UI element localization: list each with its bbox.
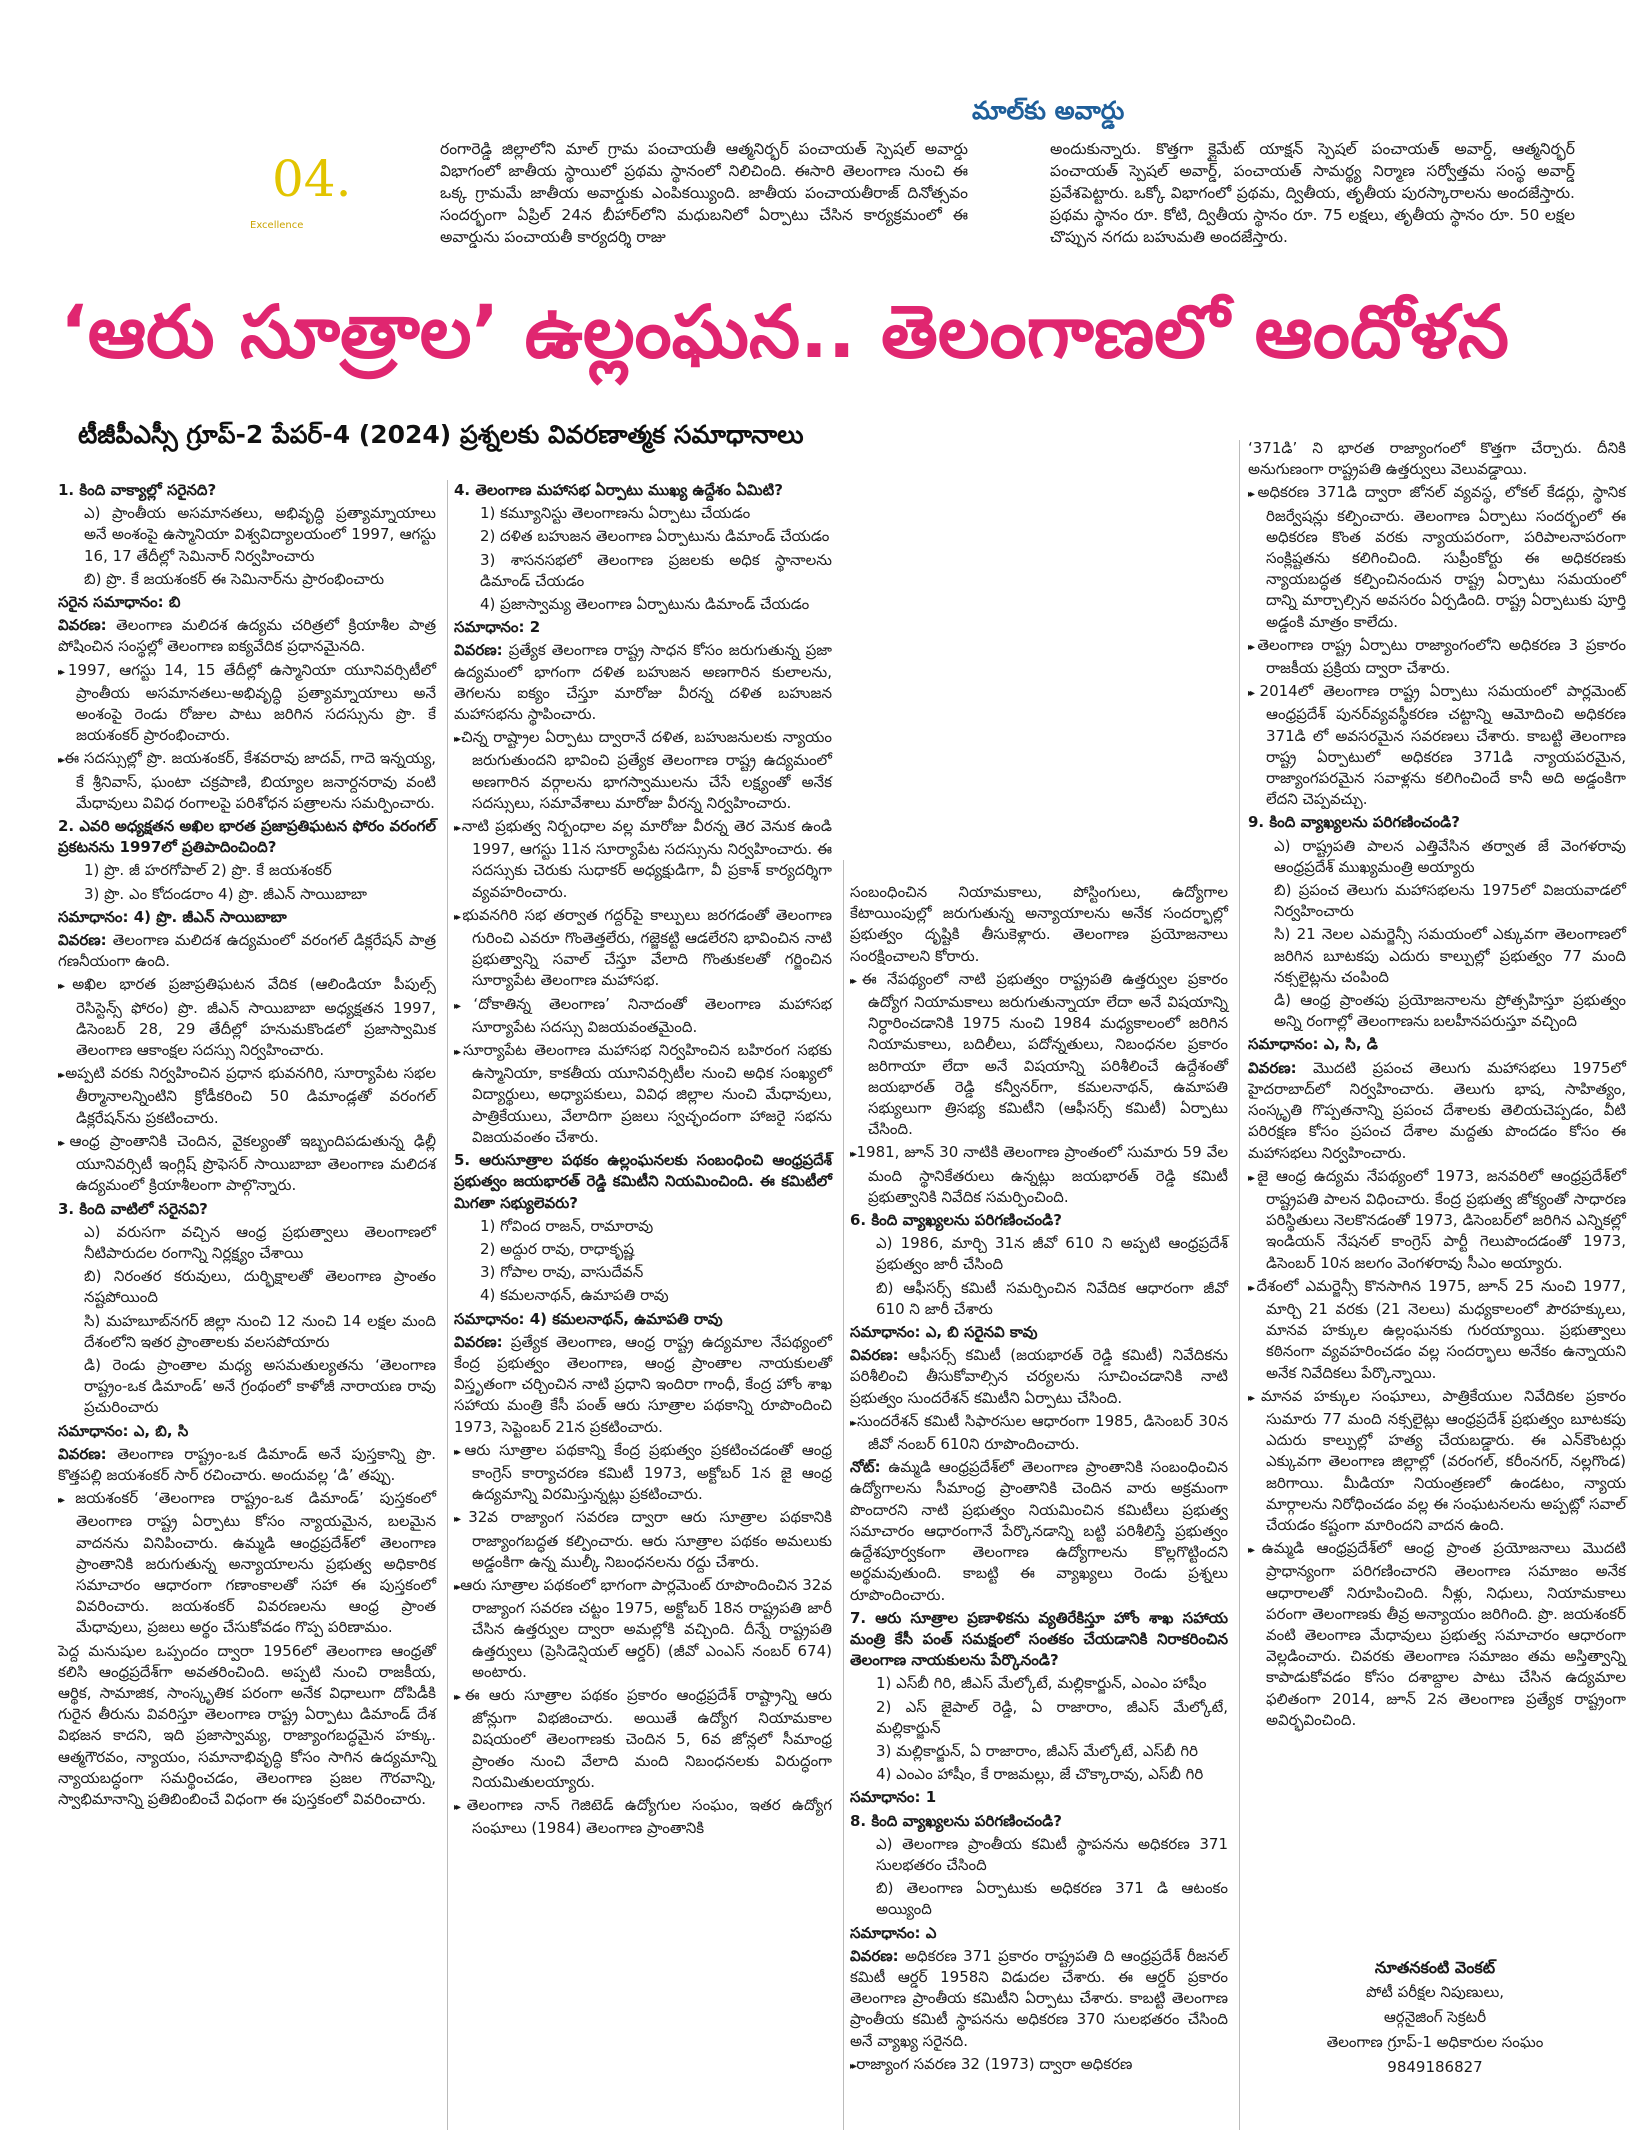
option: డి) రెండు ప్రాంతాల మధ్య అసమతుల్యతను ‘తెలంగాణ రాష్ట్రం-ఒక డిమాండ్’ అనే గ్రంథంలో కాళోజీ నారాయణ రావు ప్రచురించారు xyxy=(84,1355,436,1417)
option: 4) కమలనాథన్, ఉమాపతి రావు xyxy=(480,1286,669,1305)
answer: సమాధానం: ఎ, బి సరైనవి కావు xyxy=(850,1323,1038,1342)
bullet-point: ▸▸ భువనగిరి సభ తర్వాత గద్దర్‌పై కాల్పులు జరగడంతో తెలంగాణ గురించి ఎవరూ గొంతెత్తలేరు, గజ్జెకట్టి ఆడలేరని భావించిన నాటి ప్రభుత్వాన్ని సవాల్ చేస్తూ వేలాది గొంతుకలతో గర్జించిన సూర్యాపేట తెలంగాణ మహాసభ. xyxy=(454,905,832,992)
option: బి) ఆఫీసర్స్ కమిటీ సమర్పించిన నివేదిక ఆధారంగా జీవో 610 ని జారీ చేశారు xyxy=(876,1278,1228,1318)
option: 3) గోపాల రావు, వాసుదేవన్ xyxy=(480,1263,644,1282)
column-divider xyxy=(1239,440,1240,2130)
explanation-text: ప్రత్యేక తెలంగాణ రాష్ట్ర సాధన కోసం జరుగుతున్న ప్రజా ఉద్యమంలో భాగంగా దళిత బహుజన అణగారిన కులాలను, తెగలను ఐక్యం చేస్తూ మారోజు వీరన్న దళిత బహుజన మహాసభను స్థాపించారు. xyxy=(454,641,832,724)
explanation-label: వివరణ: xyxy=(1248,1058,1297,1077)
answer: సమాధానం: ఎ, సి, డి xyxy=(1248,1035,1378,1054)
option: సి) 21 నెలల ఎమర్జెన్సీ సమయంలో ఎక్కువగా తెలంగాణలో జరిగిన బూటకపు ఎదురు కాల్పుల్లో ప్రభుత్వం 77 మంది నక్సలైట్లను చంపింది xyxy=(1274,925,1626,986)
brand-label: Excellence xyxy=(250,220,304,231)
intro-left xyxy=(440,138,968,248)
bullet-point: ▸▸ చిన్న రాష్ట్రాల ఏర్పాటు ద్వారానే దళిత, బహుజనులకు న్యాయం జరుగుతుందని భావించి ప్రత్యేక తెలంగాణ రాష్ట్ర ఉద్యమంలో అణగారిన వర్గాలను భాగస్వాములను చేసే లక్ష్యంతో అనేక సదస్సులు, సమావేశాలు మారోజు వీరన్న నిర్వహించారు. xyxy=(454,727,832,814)
explanation-paragraph xyxy=(850,1345,1228,1409)
answer: సమాధానం: 1 xyxy=(850,1788,937,1807)
bullet-point: ▸▸ సూర్యాపేట తెలంగాణ మహాసభ నిర్వహించిన బహిరంగ సభకు ఉస్మానియా, కాకతీయ యూనివర్సిటీల నుంచి అధిక సంఖ్యలో విద్యార్థులు, అధ్యాపకులు, వివిధ జిల్లాల నుంచి మేధావులు, పాత్రికేయులు, వేలాదిగా ప్రజలు స్వచ్ఛందంగా హాజరై సభను విజయవంతం చేశారు. xyxy=(454,1040,832,1148)
explanation-text: ప్రత్యేక తెలంగాణ, ఆంధ్ర రాష్ట్ర ఉద్యమాల నేపథ్యంలో కేంద్ర ప్రభుత్వం తెలంగాణ, ఆంధ్ర ప్రాంతాల నాయకులతో విస్తృతంగా చర్చించిన నాటి ప్రధాని ఇందిరా గాంధీ, కేంద్ర హోం శాఖ సహాయ మంత్రి కేసీ పంత్ ఆరు సూత్రాల పథకాన్ని రూపొందించి 1973, సెప్టెంబర్ 21న ప్రకటించారు. xyxy=(454,1332,832,1436)
option: 2) దళిత బహుజన తెలంగాణ ఏర్పాటును డిమాండ్ చేయడం xyxy=(480,527,830,546)
bullet-point: ▸▸ రాజ్యాంగ సవరణ 32 (1973) ద్వారా అధికరణ xyxy=(850,2054,1228,2077)
page-number: 04. xyxy=(272,150,352,208)
explanation-paragraph xyxy=(58,930,436,972)
explanation-text: అధికరణ 371 ప్రకారం రాష్ట్రపతి ది ఆంధ్రప్రదేశ్ రీజనల్ కమిటీ ఆర్డర్ 1958ని విడుదల చేశారు. ఈ ఆర్డర్ ప్రకారం తెలంగాణ ప్రాంతీయ కమిటీని ఏర్పాటు చేశారు. కాబట్టి తెలంగాణ ప్రాంతీయ కమిటీ స్థాపనను అధికరణ 370 సులభతరం చేసింది అనే వ్యాఖ్య సరైనది. xyxy=(850,1946,1228,2050)
explanation-paragraph xyxy=(1248,1058,1626,1164)
explanation-label: వివరణ: xyxy=(850,1346,899,1365)
option: సి) మహబూబ్‌నగర్ జిల్లా నుంచి 12 నుంచి 14 లక్షల మంది దేశంలోని ఇతర ప్రాంతాలకు వలసపోయారు xyxy=(84,1311,436,1351)
answer: సమాధానం: ఎ, బి, సి xyxy=(58,1421,189,1440)
question: 3. కింది వాటిలో సరైనవి? xyxy=(58,1199,208,1218)
answer: సమాధానం: ఎ xyxy=(850,1923,937,1942)
bullet-point: ▸▸ జయశంకర్ ‘తెలంగాణ రాష్ట్రం-ఒక డిమాండ్’ పుస్తకంలో తెలంగాణ రాష్ట్ర ఏర్పాటు కోసం న్యాయమైన, బలమైన వాదనను వినిపించారు. ఉమ్మడి ఆంధ్రప్రదేశ్‌లో తెలంగాణ ప్రాంతానికి జరుగుతున్న అన్యాయాలను ప్రభుత్వ అధికారిక సమాచారం ఆధారంగా గణాంకాలతో సహా ఈ పుస్తకంలో వివరించారు. జయశంకర్ వివరణలను ఆంధ్ర ప్రాంత మేధావులు, ప్రజలు అర్థం చేసుకోవడం గొప్ప పరిణామం. xyxy=(58,1488,436,1638)
option: 4) ప్రజాస్వామ్య తెలంగాణ ఏర్పాటును డిమాండ్ చేయడం xyxy=(480,595,810,614)
explanation-label: వివరణ: xyxy=(850,1946,899,1965)
intro-right-text: అందుకున్నారు. కొత్తగా క్లైమేట్ యాక్షన్ స్పెషల్ పంచాయత్ అవార్డ్, ఆత్మనిర్భర్ పంచాయత్ స్పెషల్ అవార్డ్, పంచాయత్ సామర్థ్య నిర్మాణ సర్వోత్తమ సంస్థ అవార్డ్ ప్రవేశపెట్టారు. ఒక్కో విభాగంలో ప్రథమ, ద్వితీయ, తృతీయ పురస్కారాలను అందజేస్తారు. ప్రథమ స్థానం రూ. కోటి, ద్వితీయ స్థానం రూ. 75 లక్షలు, తృతీయ స్థానం రూ. 50 లక్షల చొప్పున నగదు బహుమతి అందజేస్తారు. xyxy=(1050,140,1575,246)
bullet-point: ▸▸ ఆరు సూత్రాల పథకాన్ని కేంద్ర ప్రభుత్వం ప్రకటించడంతో ఆంధ్ర కాంగ్రెస్ కార్యాచరణ కమిటీ 1973, అక్టోబర్ 1న జై ఆంధ్ర ఉద్యమాన్ని విరమిస్తున్నట్లు ప్రకటించారు. xyxy=(454,1440,832,1506)
option: బి) ప్రపంచ తెలుగు మహాసభలను 1975లో విజయవాడలో నిర్వహించారు xyxy=(1274,881,1626,921)
explanation-label: నోట్: xyxy=(850,1458,881,1477)
explanation-paragraph xyxy=(850,1457,1228,1605)
question: 7. ఆరు సూత్రాల ప్రణాళికను వ్యతిరేకిస్తూ హోం శాఖ సహాయ మంత్రి కేసీ పంత్ సమక్షంలో సంతకం చేయడానికి నిరాకరించిన తెలంగాణ నాయకులను పేర్కొనండి? xyxy=(850,1608,1228,1670)
bullet-point: ▸▸ 1981, జూన్ 30 నాటికి తెలంగాణ ప్రాంతంలో సుమారు 59 వేల మంది స్థానికేతరులు ఉన్నట్లు జయభారత్ రెడ్డి కమిటీ ప్రభుత్వానికి నివేదిక సమర్పించింది. xyxy=(850,1142,1228,1208)
explanation-paragraph xyxy=(58,615,436,657)
author-line-2: ఆర్గనైజింగ్ సెక్రటరీ xyxy=(1383,2008,1487,2026)
answer: సమాధానం: 2 xyxy=(454,618,541,637)
question: 5. ఆరుసూత్రాల పథకం ఉల్లంఘనలకు సంబంధించి ఆంధ్రప్రదేశ్ ప్రభుత్వం జయభారత్ రెడ్డి కమిటీని నియమించింది. ఈ కమిటీలో మిగతా సభ్యులెవరు? xyxy=(454,1151,832,1212)
bullet-point: ▸▸ నాటి ప్రభుత్వ నిర్బంధాల వల్ల మారోజు వీరన్న తెర వెనుక ఉండి 1997, ఆగస్టు 11న సూర్యాపేట సదస్సును నిర్వహించారు. ఈ సదస్సుకు చెరుకు సుధాకర్ అధ్యక్షుడిగా, వీ ప్రకాశ్ కార్యదర్శిగా వ్యవహరించారు. xyxy=(454,816,832,903)
column-1 xyxy=(58,480,436,1812)
option: 3) శాసనసభలో తెలంగాణ ప్రజలకు అధిక స్థానాలను డిమాండ్ చేయడం xyxy=(480,550,832,590)
bullet-point: ▸▸ ఈ నేపథ్యంలో నాటి ప్రభుత్వం రాష్ట్రపతి ఉత్తర్వుల ప్రకారం ఉద్యోగ నియామకాలు జరుగుతున్నాయా లేదా అనే విషయాన్ని నిర్ధారించడానికి 1975 నుంచి 1984 మధ్యకాలంలో జరిగిన నియామకాలు, బదిలీలు, పదోన్నతులు, నిబంధనల ప్రకారం జరిగాయా లేదా అనే విషయాన్ని పరిశీలించే ఉద్దేశంతో జయభారత్ రెడ్డి కన్వీనర్‌గా, కమలనాథన్, ఉమాపతి సభ్యులుగా త్రిసభ్య కమిటీని (ఆఫీసర్స్ కమిటీ) ఏర్పాటు చేసింది. xyxy=(850,969,1228,1141)
option: 4) ఎంఎం హాషీం, కే రాజమల్లు, జే చొక్కారావు, ఎస్‌బీ గిరి xyxy=(876,1765,1204,1784)
answer: సమాధానం: 4) కమలనాథన్, ఉమాపతి రావు xyxy=(454,1309,723,1328)
column-2 xyxy=(454,480,832,1841)
bullet-point: ▸▸ అధికరణ 371డి ద్వారా జోనల్ వ్యవస్థ, లోకల్ కేడర్లు, స్థానిక రిజర్వేషన్లు కల్పించారు. తెలంగాణ ఏర్పాటు సందర్భంలో ఈ అధికరణ కొంత వరకు న్యాయపరంగా, పరిపాలనాపరంగా సంక్లిష్టతను కలిగించింది. సుప్రీంకోర్టు ఈ అధికరణకు న్యాయబద్ధత కల్పించినందున రాష్ట్ర ఏర్పాటు సమయంలో దాన్ని మార్చాల్సిన అవసరం ఏర్పడింది. రాష్ట్ర ఏర్పాటుకు పూర్తి అడ్డంకి మాత్రం కాలేదు. xyxy=(1248,482,1626,632)
explanation-label: వివరణ: xyxy=(58,931,107,950)
explanation-paragraph xyxy=(58,1444,436,1486)
bullet-point: ▸▸ 32వ రాజ్యాంగ సవరణ ద్వారా ఆరు సూత్రాల పథకానికి రాజ్యాంగబద్ధత కల్పించారు. ఆరు సూత్రాల పథకం అమలుకు అడ్డంకిగా ఉన్న ముల్కీ నిబంధనలను రద్దు చేశారు. xyxy=(454,1507,832,1573)
bullet-point: ▸▸ 1997, ఆగస్టు 14, 15 తేదీల్లో ఉస్మానియా యూనివర్సిటీలో ప్రాంతీయ అసమానతలు-అభివృద్ధి ప్రత్యామ్నాయాలు అనే అంశంపై రెండు రోజుల పాటు జరిగిన సదస్సును ప్రొ. కే జయశంకర్ ప్రారంభించారు. xyxy=(58,660,436,747)
paragraph: సంబంధించిన నియామకాలు, పోస్టింగులు, ఉద్యోగాల కేటాయింపుల్లో జరుగుతున్న అన్యాయాలను అనేక సందర్భాల్లో ప్రభుత్వం దృష్టికి తీసుకెళ్లారు. తెలంగాణ ప్రయోజనాలు సంరక్షించాలని కోరారు. xyxy=(850,883,1228,965)
explanation-label: వివరణ: xyxy=(58,1444,107,1463)
column-3 xyxy=(850,882,1228,2079)
option: 2) అద్దుర రావు, రాధాకృష్ణ xyxy=(480,1239,634,1258)
bullet-point: ▸▸ ఈ సదస్సుల్లో ప్రొ. జయశంకర్, కేశవరావు జాదవ్, గాదె ఇన్నయ్య, కే శ్రీనివాస్, ఘంటా చక్రపాణి, బియ్యాల జనార్దనరావు వంటి మేధావులు వివిధ రంగాలపై పరిశోధన పత్రాలను సమర్పించారు. xyxy=(58,748,436,814)
question: 6. కింది వ్యాఖ్యలను పరిగణించండి? xyxy=(850,1211,1062,1230)
bullet-point: ▸▸ మానవ హక్కుల సంఘాలు, పాత్రికేయుల నివేదికల ప్రకారం సుమారు 77 మంది నక్సలైట్లు ఆంధ్రప్రదేశ్ ప్రభుత్వం బూటకపు ఎదురు కాల్పుల్లో హత్య చేయబడ్డారు. ఈ ఎన్‌కౌంటర్లు ఎక్కువగా తెలంగాణ జిల్లాల్లో (వరంగల్, కరీంనగర్, నల్లగొండ) జరిగాయి. మీడియా నియంత్రణలో ఉండటం, న్యాయ మార్గాలను నిరోధించడం వల్ల ఈ సంఘటనలను అప్పట్లో సవాల్ చేయడం కష్టంగా మారిందని వాదన ఉంది. xyxy=(1248,1386,1626,1536)
option: 3) ప్రొ. ఎం కోదండరాం 4) ప్రొ. జీఎన్ సాయిబాబా xyxy=(84,884,367,903)
bullet-point: ▸▸ ఈ ఆరు సూత్రాల పథకం ప్రకారం ఆంధ్రప్రదేశ్ రాష్ట్రాన్ని ఆరు జోన్లుగా విభజించారు. అయితే ఉద్యోగ నియామకాల విషయంలో తెలంగాణకు చెందిన 5, 6వ జోన్లలో సీమాంధ్ర ప్రాంతం నుంచి వేలాది మంది నిబంధనలకు విరుద్ధంగా నియమితులయ్యారు. xyxy=(454,1685,832,1793)
explanation-text: తెలంగాణ రాష్ట్రం-ఒక డిమాండ్ అనే పుస్తకాన్ని ప్రొ. కొత్తపల్లి జయశంకర్ సార్ రచించారు. అందువల్ల ‘డి’ తప్పు. xyxy=(58,1444,436,1484)
column-4 xyxy=(1248,438,1626,1733)
question: 1. కింది వాక్యాల్లో సరైనది? xyxy=(58,481,217,499)
explanation-label: వివరణ: xyxy=(454,1332,503,1351)
explanation-text: తెలంగాణ మలిదశ ఉద్యమ చరిత్రలో క్రియాశీల పాత్ర పోషించిన సంస్థల్లో తెలంగాణ ఐక్యవేదిక ప్రధానమైనది. xyxy=(58,616,436,656)
option: 1) కమ్యూనిస్టు తెలంగాణను ఏర్పాటు చేయడం xyxy=(480,504,751,523)
author-phone: 9849186827 xyxy=(1387,2058,1483,2076)
bullet-point: ▸▸ ‘దోకాతిన్న తెలంగాణ’ నినాదంతో తెలంగాణ మహాసభ సూర్యాపేట సదస్సు విజయవంతమైంది. xyxy=(454,994,832,1038)
bullet-point: ▸▸ ఆరు సూత్రాల పథకంలో భాగంగా పార్లమెంట్ రూపొందించిన 32వ రాజ్యాంగ సవరణ చట్టం 1975, అక్టోబర్ 18న రాష్ట్రపతి జారీ చేసిన ఉత్తర్వుల ద్వారా అమల్లోకి వచ్చింది. దీన్నే రాష్ట్రపతి ఉత్తర్వులు (ప్రెసిడెన్షియల్ ఆర్డర్) (జీవో ఎంఎస్ నంబర్ 674) అంటారు. xyxy=(454,1575,832,1683)
explanation-text: ఉమ్మడి ఆంధ్రప్రదేశ్‌లో తెలంగాణ ప్రాంతానికి సంబంధించిన ఉద్యోగాలను సీమాంధ్ర ప్రాంతానికి చెందిన వారు అక్రమంగా పొందారని నాటి ప్రభుత్వం నియమించిన కమిటీలు ప్రభుత్వ సమాచారం ఆధారంగానే పేర్కొనడాన్ని బట్టి పరిశీలిస్తే ప్రభుత్వం ఉద్దేశపూర్వకంగా తెలంగాణ ఉద్యోగాలను కొల్లగొట్టిందని అర్థమవుతుంది. కాబట్టి ఈ వ్యాఖ్యలు రెండు ప్రశ్నలు రూపొందించారు. xyxy=(850,1458,1228,1604)
author-line-1: పోటీ పరీక్షల నిపుణులు, xyxy=(1365,1983,1505,2001)
bullet-point: ▸▸ జై ఆంధ్ర ఉద్యమ నేపథ్యంలో 1973, జనవరిలో ఆంధ్రప్రదేశ్‌లో రాష్ట్రపతి పాలన విధించారు. కేంద్ర ప్రభుత్వ జోక్యంతో సాధారణ పరిస్థితులు నెలకొనడంతో 1973, డిసెంబర్‌లో జరిగిన ఎన్నికల్లో ఇండియన్ నేషనల్ కాంగ్రెస్ పార్టీ గెలుపొందడంతో 1973, డిసెంబర్ 10న జలగం వెంగళరావు సీఎం అయ్యారు. xyxy=(1248,1166,1626,1274)
option: 1) ప్రొ. జీ హరగోపాల్ 2) ప్రొ. కే జయశంకర్ xyxy=(84,861,332,880)
option: 1) ఎస్‌బీ గిరి, జీఎస్ మేల్కోటే, మల్లికార్జున్, ఎంఎం హాషీం xyxy=(876,1674,1207,1693)
author-signature xyxy=(1250,1955,1620,2080)
option: బి) ప్రొ. కే జయశంకర్ ఈ సెమినార్‌ను ప్రారంభించారు xyxy=(84,569,385,588)
question: 2. ఎవరి అధ్యక్షతన అఖిల భారత ప్రజాప్రతిఘటన ఫోరం వరంగల్ ప్రకటనను 1997లో ప్రతిపాదించింది? xyxy=(58,817,436,857)
paragraph: ‘371డి’ ని భారత రాజ్యాంగంలో కొత్తగా చేర్చారు. దీనికి అనుగుణంగా రాష్ట్రపతి ఉత్తర్వులు వెలువడ్డాయి. xyxy=(1248,439,1626,479)
option: ఎ) వరుసగా వచ్చిన ఆంధ్ర ప్రభుత్వాలు తెలంగాణలో నీటిపారుదల రంగాన్ని నిర్లక్ష్యం చేశాయి xyxy=(84,1222,436,1262)
intro-right xyxy=(1050,138,1575,248)
explanation-label: వివరణ: xyxy=(454,641,503,660)
answer: సమాధానం: 4) ప్రొ. జీఎన్ సాయిబాబా xyxy=(58,907,287,926)
option: ఎ) రాష్ట్రపతి పాలన ఎత్తివేసిన తర్వాత జే వెంగళరావు ఆంధ్రప్రదేశ్ ముఖ్యమంత్రి అయ్యారు xyxy=(1274,836,1626,876)
bullet-point: ▸▸ దేశంలో ఎమర్జెన్సీ కొనసాగిన 1975, జూన్ 25 నుంచి 1977, మార్చి 21 వరకు (21 నెలలు) మధ్యకాలంలో పౌరహక్కులు, మానవ హక్కుల ఉల్లంఘనకు గురయ్యాయి. ప్రభుత్వాలు కఠినంగా వ్యవహరించడం వల్ల సందర్భాలు అనేకం ఉన్నాయని అనేక నివేదికలు పేర్కొన్నాయి. xyxy=(1248,1276,1626,1384)
option: ఎ) ప్రాంతీయ అసమానతలు, అభివృద్ధి ప్రత్యామ్నాయాలు అనే అంశంపై ఉస్మానియా విశ్వవిద్యాలయంలో 1997, ఆగస్టు 16, 17 తేదీల్లో సెమినార్ నిర్వహించారు xyxy=(84,504,436,565)
bullet-point: ▸▸ తెలంగాణ నాన్ గెజిటెడ్ ఉద్యోగుల సంఘం, ఇతర ఉద్యోగ సంఘాలు (1984) తెలంగాణ ప్రాంతానికి xyxy=(454,1795,832,1839)
option: బి) నిరంతర కరువులు, దుర్భిక్షాలతో తెలంగాణ ప్రాంతం నష్టపోయింది xyxy=(84,1267,436,1307)
subhead: టీజీపీఎస్సీ గ్రూప్-2 పేపర్-4 (2024) ప్రశ్నలకు వివరణాత్మక సమాధానాలు xyxy=(78,420,804,449)
author-name: నూతనకంటి వెంకట్ xyxy=(1374,1958,1496,1977)
option: బి) తెలంగాణ ఏర్పాటుకు అధికరణ 371 డి ఆటంకం అయ్యింది xyxy=(876,1879,1228,1919)
explanation-paragraph xyxy=(850,1946,1228,2052)
intro-left-text: రంగారెడ్డి జిల్లాలోని మాల్ గ్రామ పంచాయతీ ఆత్మనిర్భర్ పంచాయత్ స్పెషల్ అవార్డు విభాగంలో జాతీయ స్థాయిలో ప్రథమ స్థానంలో నిలిచింది. ఈసారి తెలంగాణ నుంచి ఈ ఒక్క గ్రామమే జాతీయ అవార్డుకు ఎంపికయ్యింది. జాతీయ పంచాయతీరాజ్ దినోత్సవం సందర్భంగా ఏప్రిల్ 24న బీహార్‌లోని మధుబనిలో ఏర్పాటు చేసిన కార్యక్రమంలో ఈ అవార్డును పంచాయతీ కార్యదర్శి రాజు xyxy=(440,140,968,246)
bullet-point: ▸▸ తెలంగాణ రాష్ట్ర ఏర్పాటు రాజ్యాంగంలోని అధికరణ 3 ప్రకారం రాజకీయ ప్రక్రియ ద్వారా చేశారు. xyxy=(1248,635,1626,679)
paragraph: పెద్ద మనుషుల ఒప్పందం ద్వారా 1956లో తెలంగాణ ఆంధ్రతో కలిసి ఆంధ్రప్రదేశ్‌గా అవతరించింది. అప్పటి నుంచి రాజకీయ, ఆర్థిక, సామాజిక, సాంస్కృతిక పరంగా అనేక విధాలుగా దోపిడీకి గురైన తీరును వివరిస్తూ తెలంగాణ రాష్ట్ర ఏర్పాటు డిమాండ్ దేశ విభజన కాదని, ఇది ప్రజాస్వామ్య, రాజ్యాంగబద్ధమైన హక్కు. ఆత్మగౌరవం, న్యాయం, సమానాభివృద్ధి కోసం సాగిన ఉద్యమాన్ని న్యాయబద్ధంగా సమర్థించడం, తెలంగాణ ప్రజల గౌరవాన్ని, స్వాభిమానాన్ని ప్రతిబింబించే విధంగా ఈ పుస్తకంలో వివరించారు. xyxy=(58,1641,436,1808)
bullet-point: ▸▸ ఉమ్మడి ఆంధ్రప్రదేశ్‌లో ఆంధ్ర ప్రాంత ప్రయోజనాలు మొదటి ప్రాధాన్యంగా పరిగణించారని తెలంగాణ సమాజం అనేక ఆధారాలతో నిరూపించింది. నీళ్లు, నిధులు, నియామకాలు పరంగా తెలంగాణకు తీవ్ర అన్యాయం జరిగింది. ప్రొ. జయశంకర్ వంటి తెలంగాణ మేధావులు ప్రభుత్వ సమాచారం ఆధారంగా వెల్లడించారు. చివరకు తెలంగాణ సమాజం తమ అస్తిత్వాన్ని కాపాడుకోవడం కోసం దశాబ్దాల పాటు చేసిన ఉద్యమాల ఫలితంగా 2014, జూన్ 2న తెలంగాణ ప్రత్యేక రాష్ట్రంగా అవిర్భవించింది. xyxy=(1248,1538,1626,1731)
explanation-text: తెలంగాణ మలిదశ ఉద్యమంలో వరంగల్ డిక్లరేషన్ పాత్ర గణనీయంగా ఉంది. xyxy=(58,931,436,971)
bullet-point: ▸▸ అప్పటి వరకు నిర్వహించిన ప్రధాన భువనగిరి, సూర్యాపేట సభల తీర్మానాలన్నింటిని క్రోడీకరించి 50 డిమాండ్లతో వరంగల్ డిక్లరేషన్‌ను ప్రకటించారు. xyxy=(58,1063,436,1129)
headline: ‘ఆరు సూత్రాల’ ఉల్లంఘన.. తెలంగాణలో ఆందోళన xyxy=(60,290,1509,375)
explanation-label: వివరణ: xyxy=(58,616,107,635)
answer: సరైన సమాధానం: బి xyxy=(58,593,181,612)
explanation-paragraph xyxy=(454,640,832,725)
question: 8. కింది వ్యాఖ్యలను పరిగణించండి? xyxy=(850,1811,1062,1830)
option: 2) ఎస్ జైపాల్ రెడ్డి, ఏ రాజారాం, జీఎస్ మేల్కోటే, మల్లికార్జున్ xyxy=(876,1697,1228,1737)
question: 9. కింది వ్యాఖ్యలను పరిగణించండి? xyxy=(1248,813,1460,832)
explanation-text: మొదటి ప్రపంచ తెలుగు మహాసభలు 1975లో హైదరాబాద్‌లో నిర్వహించారు. తెలుగు భాష, సాహిత్యం, సంస్కృతి గొప్పతనాన్ని ప్రపంచ దేశాలకు తెలియచెప్పడం, వీటి పరిరక్షణ కోసం ప్రపంచ దేశాల మద్దతు పొందడం కోసం ఈ మహాసభలు నిర్వహించారు. xyxy=(1248,1058,1626,1162)
option: 3) మల్లికార్జున్, ఏ రాజారాం, జీఎస్ మేల్కోటే, ఎస్‌బీ గిరి xyxy=(876,1741,1199,1760)
column-divider xyxy=(447,480,448,2130)
option: ఎ) 1986, మార్చి 31న జీవో 610 ని అప్పటి ఆంధ్రప్రదేశ్ ప్రభుత్వం జారీ చేసింది xyxy=(876,1234,1228,1274)
bullet-point: ▸▸ 2014లో తెలంగాణ రాష్ట్ర ఏర్పాటు సమయంలో పార్లమెంట్ ఆంధ్రప్రదేశ్ పునర్‌వ్యవస్థీకరణ చట్టాన్ని ఆమోదించి అధికరణ 371డి లో అవసరమైన సవరణలు చేశారు. కాబట్టి తెలంగాణ రాష్ట్ర ఏర్పాటులో అధికరణ 371డి న్యాయపరమైన, రాజ్యాంగపరమైన సవాళ్లను కలిగించిందే కానీ అది అడ్డంకిగా లేదని చెప్పవచ్చు. xyxy=(1248,681,1626,810)
bullet-point: ▸▸ అఖిల భారత ప్రజాప్రతిఘటన వేదిక (ఆలిండియా పీపుల్స్ రెసిస్టెన్స్ ఫోరం) ప్రొ. జీఎన్ సాయిబాబా అధ్యక్షతన 1997, డిసెంబర్ 28, 29 తేదీల్లో హనుమకొండలో ప్రజాస్వామిక తెలంగాణ ఆకాంక్షల సదస్సు నిర్వహించారు. xyxy=(58,974,436,1061)
explanation-paragraph xyxy=(454,1332,832,1438)
option: 1) గోవింద రాజన్, రామారావు xyxy=(480,1216,654,1235)
bullet-point: ▸▸ ఆంధ్ర ప్రాంతానికి చెందిన, వైకల్యంతో ఇబ్బందిపడుతున్న ఢిల్లీ యూనివర్సిటీ ఇంగ్లిష్ ప్రొఫెసర్ సాయిబాబా తెలంగాణ మలిదశ ఉద్యమంలో క్రియాశీలంగా పాల్గొన్నారు. xyxy=(58,1131,436,1197)
author-line-3: తెలంగాణ గ్రూప్-1 అధికారుల సంఘం xyxy=(1326,2033,1544,2051)
column-divider xyxy=(843,860,844,2130)
option: డి) ఆంధ్ర ప్రాంతపు ప్రయోజనాలను ప్రోత్సహిస్తూ ప్రభుత్వం అన్ని రంగాల్లో తెలంగాణను బలహీనపరుస్తూ వచ్చింది xyxy=(1274,991,1626,1031)
question: 4. తెలంగాణ మహాసభ ఏర్పాటు ముఖ్య ఉద్దేశం ఏమిటి? xyxy=(454,481,783,499)
topic-title: మాల్‌కు అవార్డు xyxy=(972,96,1125,125)
bullet-point: ▸▸ సుందరేశన్ కమిటీ సిఫారసుల ఆధారంగా 1985, డిసెంబర్ 30న జీవో నంబర్ 610ని రూపొందించారు. xyxy=(850,1411,1228,1455)
option: ఎ) తెలంగాణ ప్రాంతీయ కమిటీ స్థాపనను అధికరణ 371 సులభతరం చేసింది xyxy=(876,1834,1228,1874)
explanation-text: ఆఫీసర్స్ కమిటీ (జయభారత్ రెడ్డి కమిటీ) నివేదికను పరిశీలించి తీసుకోవాల్సిన చర్యలను సూచించడానికి నాటి ప్రభుత్వం సుందరేశన్ కమిటీని ఏర్పాటు చేసింది. xyxy=(850,1346,1228,1407)
